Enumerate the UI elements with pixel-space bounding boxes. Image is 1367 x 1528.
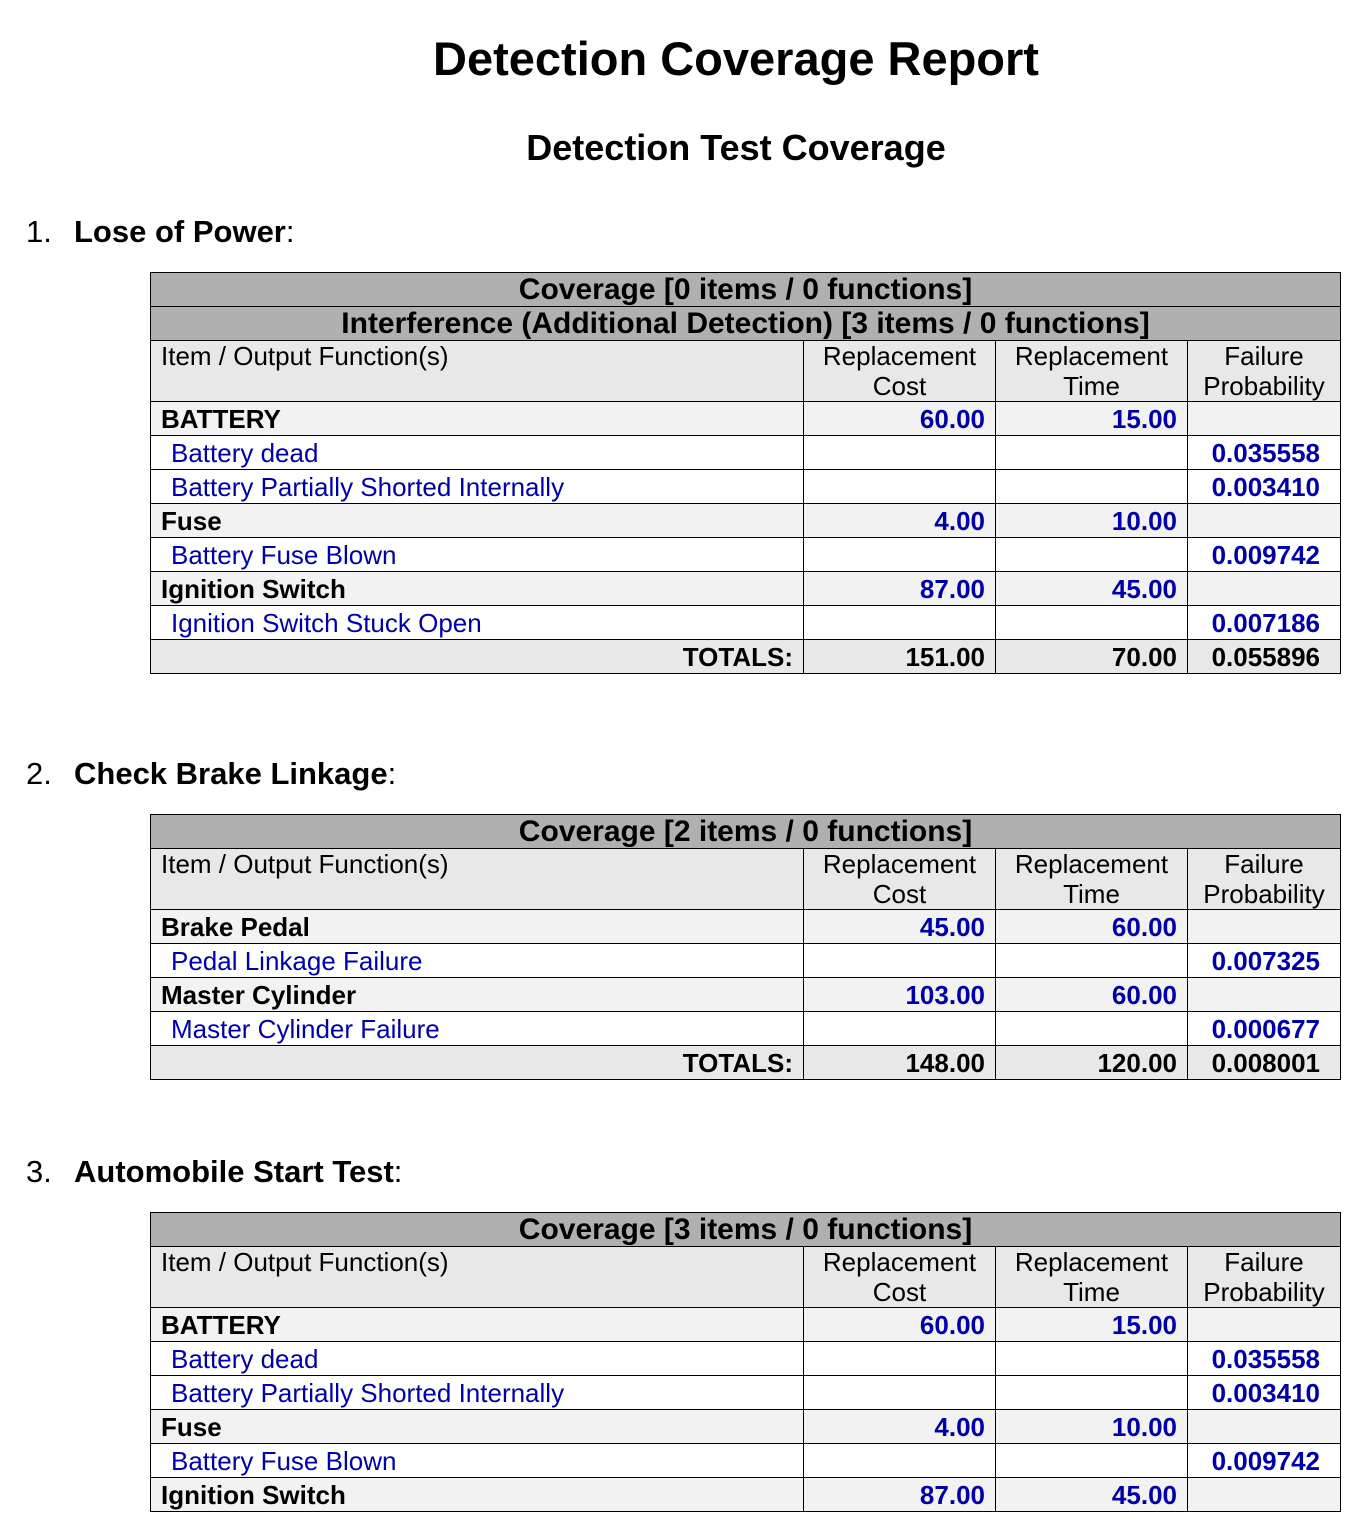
group-header: Interference (Additional Detection) [3 items / 0 functions] [151, 307, 1341, 341]
failure-probability [1188, 1410, 1341, 1444]
item-name: Fuse [151, 504, 804, 538]
function-row [151, 1376, 1341, 1410]
group-header-row [151, 1213, 1341, 1247]
replacement-cost [804, 1444, 996, 1478]
failure-probability: 0.035558 [1188, 1342, 1341, 1376]
section-name: Automobile Start Test [74, 1154, 394, 1189]
replacement-time: 15.00 [996, 402, 1188, 436]
failure-probability: 0.003410 [1188, 470, 1341, 504]
section-number: 2. [26, 756, 52, 791]
failure-probability [1188, 910, 1341, 944]
section-name: Check Brake Linkage [74, 756, 388, 791]
replacement-time [996, 1342, 1188, 1376]
item-name: Brake Pedal [151, 910, 804, 944]
item-name: BATTERY [151, 1308, 804, 1342]
group-header: Coverage [0 items / 0 functions] [151, 273, 1341, 307]
function-name: Battery dead [151, 436, 804, 470]
column-header-probability-line2: Probability [1203, 879, 1325, 909]
function-row [151, 606, 1341, 640]
function-name: Master Cylinder Failure [151, 1012, 804, 1046]
group-header: Coverage [2 items / 0 functions] [151, 815, 1341, 849]
item-row [151, 1478, 1341, 1512]
section-suffix: : [393, 1154, 403, 1189]
replacement-cost: 87.00 [804, 1478, 996, 1512]
column-header-row [151, 341, 1341, 402]
totals-probability: 0.008001 [1188, 1046, 1341, 1080]
column-header-time-line2: Time [1063, 371, 1120, 401]
column-header-probability-line2: Probability [1203, 1277, 1325, 1307]
column-header-item: Item / Output Function(s) [151, 1247, 804, 1308]
totals-label: TOTALS: [151, 640, 804, 674]
section-suffix: : [285, 214, 295, 249]
item-row [151, 1308, 1341, 1342]
group-header: Coverage [3 items / 0 functions] [151, 1213, 1341, 1247]
failure-probability: 0.009742 [1188, 538, 1341, 572]
column-header-cost-line1: Replacement [822, 1247, 977, 1277]
item-row [151, 978, 1341, 1012]
function-row [151, 1012, 1341, 1046]
replacement-time: 45.00 [996, 572, 1188, 606]
replacement-cost [804, 436, 996, 470]
failure-probability [1188, 1308, 1341, 1342]
group-header-row [151, 307, 1341, 341]
coverage-table [150, 814, 1341, 1080]
column-header-cost [804, 1247, 996, 1308]
report-title: Detection Coverage Report [433, 32, 1039, 85]
replacement-cost [804, 944, 996, 978]
section-heading [26, 1154, 402, 1190]
replacement-cost: 87.00 [804, 572, 996, 606]
item-row [151, 1410, 1341, 1444]
replacement-cost: 103.00 [804, 978, 996, 1012]
replacement-time: 60.00 [996, 978, 1188, 1012]
failure-probability: 0.007186 [1188, 606, 1341, 640]
replacement-time [996, 538, 1188, 572]
function-row [151, 436, 1341, 470]
column-header-probability [1188, 1247, 1341, 1308]
replacement-time: 15.00 [996, 1308, 1188, 1342]
function-name: Battery Partially Shorted Internally [151, 470, 804, 504]
replacement-cost [804, 538, 996, 572]
replacement-cost: 60.00 [804, 1308, 996, 1342]
function-row [151, 538, 1341, 572]
totals-cost: 148.00 [804, 1046, 996, 1080]
column-header-cost-line2: Cost [872, 879, 927, 909]
replacement-time [996, 606, 1188, 640]
replacement-cost: 45.00 [804, 910, 996, 944]
totals-time: 120.00 [996, 1046, 1188, 1080]
column-header-time-line2: Time [1063, 1277, 1120, 1307]
totals-time: 70.00 [996, 640, 1188, 674]
column-header-cost-line1: Replacement [822, 341, 977, 371]
coverage-table [150, 1212, 1341, 1512]
column-header-time-line1: Replacement [1014, 849, 1169, 879]
item-name: BATTERY [151, 402, 804, 436]
column-header-time [996, 849, 1188, 910]
replacement-time: 45.00 [996, 1478, 1188, 1512]
replacement-time [996, 436, 1188, 470]
replacement-cost [804, 1376, 996, 1410]
column-header-probability-line2: Probability [1203, 371, 1325, 401]
failure-probability [1188, 402, 1341, 436]
section-suffix: : [387, 756, 397, 791]
failure-probability: 0.035558 [1188, 436, 1341, 470]
column-header-cost [804, 341, 996, 402]
replacement-time [996, 1376, 1188, 1410]
replacement-time: 60.00 [996, 910, 1188, 944]
totals-probability: 0.055896 [1188, 640, 1341, 674]
function-row [151, 1444, 1341, 1478]
function-name: Ignition Switch Stuck Open [151, 606, 804, 640]
totals-label: TOTALS: [151, 1046, 804, 1080]
item-name: Fuse [151, 1410, 804, 1444]
column-header-row [151, 1247, 1341, 1308]
replacement-cost [804, 1342, 996, 1376]
column-header-time [996, 341, 1188, 402]
column-header-probability-line1: Failure [1224, 1247, 1304, 1277]
item-row [151, 572, 1341, 606]
replacement-time [996, 944, 1188, 978]
function-row [151, 1342, 1341, 1376]
column-header-probability-line1: Failure [1224, 849, 1304, 879]
function-name: Battery Partially Shorted Internally [151, 1376, 804, 1410]
replacement-cost [804, 1012, 996, 1046]
replacement-time: 10.00 [996, 504, 1188, 538]
failure-probability [1188, 1478, 1341, 1512]
column-header-time-line1: Replacement [1014, 341, 1169, 371]
section-heading [26, 756, 396, 792]
item-row [151, 402, 1341, 436]
column-header-time-line2: Time [1063, 879, 1120, 909]
column-header-cost [804, 849, 996, 910]
replacement-time [996, 1444, 1188, 1478]
function-name: Battery Fuse Blown [151, 538, 804, 572]
failure-probability: 0.003410 [1188, 1376, 1341, 1410]
function-row [151, 470, 1341, 504]
item-name: Ignition Switch [151, 1478, 804, 1512]
column-header-probability [1188, 341, 1341, 402]
failure-probability [1188, 978, 1341, 1012]
section-heading [26, 214, 295, 250]
failure-probability: 0.009742 [1188, 1444, 1341, 1478]
group-header-row [151, 815, 1341, 849]
section-name: Lose of Power [74, 214, 286, 249]
function-name: Pedal Linkage Failure [151, 944, 804, 978]
section-number: 1. [26, 214, 52, 249]
replacement-time [996, 470, 1188, 504]
column-header-item: Item / Output Function(s) [151, 341, 804, 402]
item-row [151, 910, 1341, 944]
replacement-cost [804, 470, 996, 504]
column-header-row [151, 849, 1341, 910]
group-header-row [151, 273, 1341, 307]
function-name: Battery dead [151, 1342, 804, 1376]
column-header-cost-line2: Cost [872, 371, 927, 401]
column-header-time-line1: Replacement [1014, 1247, 1169, 1277]
column-header-probability [1188, 849, 1341, 910]
failure-probability: 0.007325 [1188, 944, 1341, 978]
totals-cost: 151.00 [804, 640, 996, 674]
function-name: Battery Fuse Blown [151, 1444, 804, 1478]
item-name: Ignition Switch [151, 572, 804, 606]
item-row [151, 504, 1341, 538]
replacement-time: 10.00 [996, 1410, 1188, 1444]
replacement-cost [804, 606, 996, 640]
column-header-cost-line1: Replacement [822, 849, 977, 879]
column-header-item: Item / Output Function(s) [151, 849, 804, 910]
column-header-probability-line1: Failure [1224, 341, 1304, 371]
report-subtitle: Detection Test Coverage [526, 127, 946, 168]
item-name: Master Cylinder [151, 978, 804, 1012]
failure-probability [1188, 504, 1341, 538]
coverage-table [150, 272, 1341, 674]
replacement-cost: 60.00 [804, 402, 996, 436]
failure-probability: 0.000677 [1188, 1012, 1341, 1046]
column-header-cost-line2: Cost [872, 1277, 927, 1307]
section-number: 3. [26, 1154, 52, 1189]
replacement-cost: 4.00 [804, 1410, 996, 1444]
failure-probability [1188, 572, 1341, 606]
column-header-time [996, 1247, 1188, 1308]
replacement-cost: 4.00 [804, 504, 996, 538]
replacement-time [996, 1012, 1188, 1046]
totals-row [151, 640, 1341, 674]
totals-row [151, 1046, 1341, 1080]
function-row [151, 944, 1341, 978]
